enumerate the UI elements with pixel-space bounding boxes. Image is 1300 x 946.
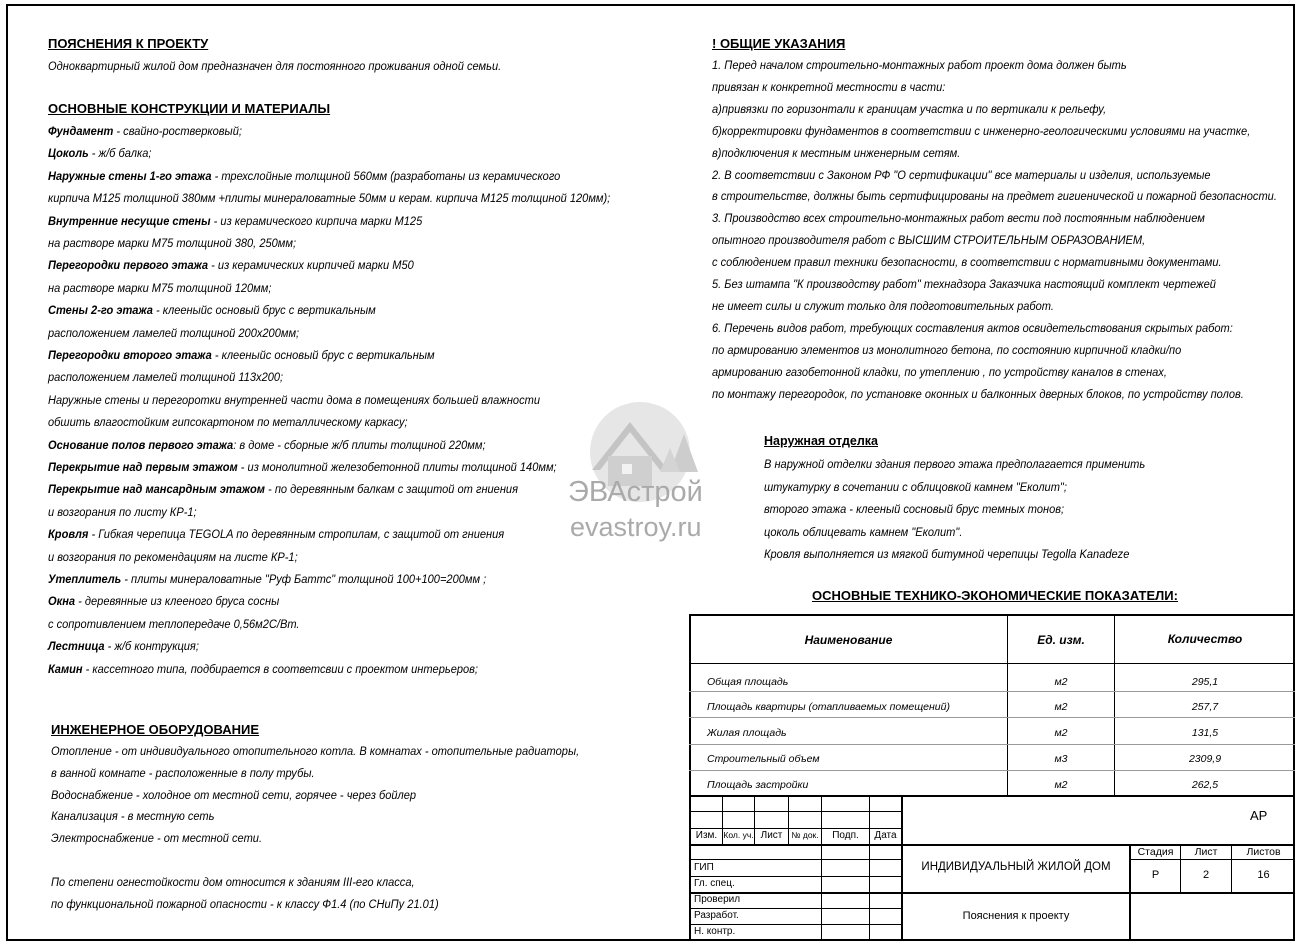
construction-item-name: Стены 2-го этажа: [48, 303, 153, 318]
general-instruction-line: по монтажу перегородок, по установке оконных и балконных дверных блоков, по устройству полов.: [712, 386, 1244, 401]
heading-general: ! ОБЩИЕ УКАЗАНИЯ: [712, 36, 846, 51]
construction-item-text: на растворе марки М75 толщиной 380, 250мм;: [48, 236, 297, 250]
watermark-brand: ЭВАстрой: [568, 476, 703, 508]
construction-item: [48, 527, 504, 541]
construction-item-name: Основание полов первого этажа: [48, 437, 234, 452]
construction-item: [48, 482, 518, 496]
sheet-header: Лист: [1194, 846, 1218, 858]
construction-item-text: - трехслойные толщиной 560мм (разработаны из керамического: [211, 168, 561, 183]
general-instruction-line: привязан к конкретной местности в части:: [712, 79, 946, 94]
exterior-finish-line: второго этажа - клееный сосновый брус темных тонов;: [764, 502, 1065, 517]
general-instruction-line: по армированию элементов из монолитного бетона, по состоянию кирпичной кладки/по: [712, 342, 1182, 357]
heading-constructions: ОСНОВНЫЕ КОНСТРУКЦИИ И МАТЕРИАЛЫ: [48, 101, 331, 116]
table-cell-name: Площадь застройки: [707, 779, 809, 791]
construction-item-name: Цоколь: [48, 146, 89, 161]
table-header-name: Наименование: [804, 633, 893, 647]
stage-value: Р: [1151, 869, 1160, 881]
general-instruction-line: 2. В соответствии с Законом РФ "О сертификации" все материалы и изделия, используемые: [712, 167, 1211, 182]
stamp-column-header: Изм.: [695, 830, 718, 841]
construction-item-text: Наружные стены и перегоротки внутренней части дома в помещениях большей влажности: [48, 392, 541, 407]
construction-item-name: Камин: [48, 661, 83, 676]
construction-item-text: обшить влагостойким гипсокартоном по металлическому каркасу;: [48, 415, 408, 430]
construction-item: [48, 303, 376, 317]
general-instruction-line: армированию газобетонной кладки, по утеплению , по устройству каналов в стенах,: [712, 364, 1167, 379]
construction-item: [48, 169, 560, 183]
general-instruction-line: с соблюдением правил техники безопасности, в соответствии с нормативными документами.: [712, 255, 1222, 270]
construction-item-text: - клееныйс основый брус с вертикальным: [152, 303, 376, 318]
construction-item-text: - плиты минераловатные "Руф Баттс" толщиной 100+100=200мм ;: [121, 572, 487, 586]
table-cell-name: Строительный объем: [707, 753, 820, 765]
construction-item: [48, 326, 299, 340]
table-cell-unit: м2: [1054, 727, 1068, 739]
construction-item-name: Утеплитель: [48, 572, 122, 586]
construction-item: [48, 550, 298, 564]
engineering-line: в ванной комнате - расположенные в полу трубы.: [51, 765, 315, 780]
general-instruction-line: опытного производителя работ с ВЫСШИМ СТРОИТЕЛЬНЫМ ОБРАЗОВАНИЕМ,: [712, 233, 1146, 248]
construction-item-text: - деревянные из клееного бруса сосны: [75, 594, 280, 609]
construction-item: [48, 617, 300, 631]
table-cell-qty: 257,7: [1191, 701, 1219, 713]
construction-item-name: Перегородки второго этажа: [48, 348, 212, 362]
construction-item-text: и возгорания по рекомендациям на листе КР-1;: [48, 549, 298, 564]
explanation-text: Одноквартирный жилой дом предназначен для постоянного проживания одной семьи.: [48, 59, 502, 73]
construction-item: [48, 370, 283, 384]
stage-header: Стадия: [1137, 846, 1174, 858]
construction-item-text: - свайно-ростверковый;: [113, 124, 242, 138]
watermark: [560, 400, 720, 550]
construction-item-name: Перекрытие над первым этажом: [48, 460, 238, 474]
stamp-role: Н. контр.: [694, 926, 736, 937]
sheets-header: Листов: [1246, 846, 1281, 858]
table-cell-unit: м3: [1054, 753, 1068, 765]
construction-item: [48, 281, 271, 295]
engineering-line: Водоснабжение - холодное от местной сети, горячее - через бойлер: [51, 787, 417, 802]
construction-item-name: Окна: [48, 594, 76, 609]
construction-item-text: - ж/б балка;: [88, 146, 152, 161]
general-instruction-line: 3. Производство всех строительно-монтажных работ вести под постоянным наблюдением: [712, 211, 1205, 226]
general-instruction-line: б)корректировки фундаментов в соответствии с инженерно-геологическими условиями на участке,: [712, 123, 1251, 138]
table-header-qty: Количество: [1167, 632, 1243, 646]
construction-item-text: - кассетного типа, подбирается в соответсвии с проектом интерьеров;: [82, 661, 479, 676]
fire-safety-line: по функциональной пожарной опасности - к классу Ф1.4 (по СНиПу 21.01): [51, 896, 439, 911]
stamp-role: Разработ.: [694, 910, 739, 921]
general-instruction-line: 1. Перед началом строительно-монтажных работ проект дома должен быть: [712, 58, 1127, 72]
stamp-role: Гл. спец.: [694, 878, 735, 889]
exterior-finish-line: В наружной отделки здания первого этажа предполагается применить: [764, 457, 1146, 471]
table-cell-unit: м2: [1054, 676, 1068, 688]
construction-item-text: на растворе марки М75 толщиной 120мм;: [48, 280, 272, 295]
table-cell-name: Площадь квартиры (отапливаемых помещений): [707, 701, 950, 713]
construction-item-text: расположением ламелей толщиной 200х200мм;: [48, 325, 300, 340]
construction-item-name: Фундамент: [48, 124, 114, 138]
general-instruction-line: в)подключения к местным инженерным сетям.: [712, 145, 961, 160]
general-instruction-line: не имеет силы и служит только для подготовительных работ.: [712, 298, 1054, 313]
construction-item: [48, 236, 296, 250]
general-instruction-line: 5. Без штампа "К производству работ" технадзора Заказчика настоящий комплект чертежей: [712, 277, 1216, 291]
construction-item-text: - по деревянным балкам с защитой от гниения: [264, 482, 518, 497]
construction-item-text: с сопротивлением теплопередаче 0,56м2С/Вт.: [48, 616, 300, 631]
construction-item: [48, 124, 242, 138]
table-cell-unit: м2: [1054, 701, 1068, 713]
stamp-column-header: Лист: [760, 830, 783, 841]
construction-item: [48, 415, 408, 429]
sheet-title: Пояснения к проекту: [962, 910, 1070, 922]
construction-item-text: - клееныйс основый брус с вертикальным: [211, 348, 435, 362]
construction-item-text: и возгорания по листу КР-1;: [48, 504, 197, 519]
construction-item-name: Перекрытие над мансардным этажом: [48, 482, 265, 497]
exterior-finish-line: Кровля выполняется из мягкой битумной черепицы Tegolla Kanadeze: [764, 547, 1130, 562]
engineering-line: Отопление - от индивидуального отопительного котла. В комнатах - отопительные радиаторы,: [51, 744, 580, 758]
construction-item-name: Кровля: [48, 527, 89, 542]
engineering-line: Канализация - в местную сеть: [51, 809, 215, 824]
construction-item-text: - из монолитной железобетонной плиты толщиной 140мм;: [237, 460, 557, 474]
construction-item-text: - Гибкая черепица TEGOLA по деревянным стропилам, с защитой от гниения: [88, 527, 505, 542]
table-cell-name: Жилая площадь: [707, 727, 787, 739]
watermark-site: evastroy.ru: [570, 512, 702, 542]
table-cell-qty: 295,1: [1191, 676, 1219, 688]
construction-item: [48, 662, 478, 676]
heading-exterior-finish: Наружная отделка: [764, 434, 879, 448]
construction-item: [48, 505, 197, 519]
construction-item-text: - из керамических кирпичей марки М50: [208, 258, 414, 273]
construction-item-name: Перегородки первого этажа: [48, 258, 209, 273]
table-cell-name: Общая площадь: [707, 676, 789, 688]
general-instruction-line: а)привязки по горизонтали к границам участка и по вертикали к рельефу,: [712, 101, 1107, 116]
construction-item: [48, 258, 414, 272]
exterior-finish-line: цоколь облицевать камнем "Еколит".: [764, 524, 963, 539]
construction-item: [48, 460, 557, 474]
drawing-code: АР: [1250, 808, 1268, 823]
construction-item-text: кирпича М125 толщиной 380мм +плиты минераловатные 50мм и керам. кирпича М125 толщиной 120мм);: [48, 191, 611, 206]
construction-item-text: расположением ламелей толщиной 113х200;: [48, 370, 284, 385]
construction-item: [48, 572, 486, 586]
construction-item: [48, 348, 435, 362]
construction-item: [48, 214, 422, 228]
fire-safety-line: По степени огнестойкости дом относится к зданиям III-его класса,: [51, 875, 415, 889]
stamp-column-header: Дата: [874, 830, 897, 841]
construction-item: [48, 393, 540, 407]
engineering-line: Электроснабжение - от местной сети.: [51, 831, 263, 846]
project-name: ИНДИВИДУАЛЬНЫЙ ЖИЛОЙ ДОМ: [921, 861, 1111, 873]
table-cell-qty: 262,5: [1191, 779, 1219, 791]
construction-item-text: : в доме - сборные ж/б плиты толщиной 220мм;: [233, 437, 486, 452]
construction-item: [48, 594, 279, 608]
stamp-role: ГИП: [694, 862, 714, 873]
exterior-finish-line: штукатурку в сочетании с облицовкой камнем "Еколит";: [764, 479, 1067, 494]
construction-item-name: Наружные стены 1-го этажа: [48, 168, 212, 183]
table-cell-qty: 2309,9: [1188, 753, 1222, 765]
stamp-role: Проверил: [694, 894, 741, 905]
general-instruction-line: в строительстве, должны быть сертифицированы на предмет гигиенической и пожарной безопасности.: [712, 189, 1277, 204]
construction-item-text: - ж/б контрукция;: [104, 639, 199, 654]
general-instruction-line: 6. Перечень видов работ, требующих составления актов освидетельствования скрытых работ:: [712, 320, 1233, 335]
construction-item: [48, 191, 610, 205]
construction-item-text: - из керамического кирпича марки М125: [210, 213, 423, 228]
table-cell-unit: м2: [1054, 779, 1068, 791]
construction-item: [48, 639, 199, 653]
table-cell-qty: 131,5: [1191, 727, 1219, 739]
heading-indicators: ОСНОВНЫЕ ТЕХНИКО-ЭКОНОМИЧЕСКИЕ ПОКАЗАТЕЛИ:: [812, 588, 1178, 603]
sheets-value: 16: [1257, 869, 1270, 881]
stamp-column-header: Кол. уч.: [723, 830, 754, 840]
table-header-unit: Ед. изм.: [1037, 633, 1085, 647]
heading-engineering: ИНЖЕНЕРНОЕ ОБОРУДОВАНИЕ: [51, 722, 260, 737]
stamp-column-header: Подп.: [832, 830, 859, 841]
construction-item: [48, 438, 486, 452]
construction-item-name: Внутренние несущие стены: [48, 213, 211, 228]
construction-item: [48, 146, 151, 160]
sheet-value: 2: [1202, 869, 1210, 881]
construction-item-name: Лестница: [48, 639, 105, 654]
heading-explanations: ПОЯСНЕНИЯ К ПРОЕКТУ: [48, 36, 209, 51]
stamp-column-header: № док.: [791, 830, 819, 840]
